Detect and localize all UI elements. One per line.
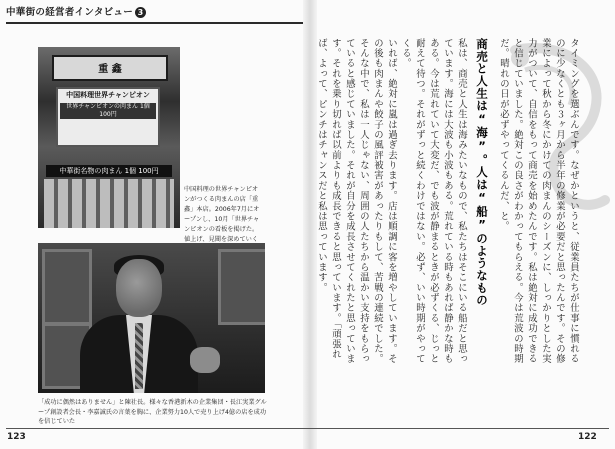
article-body bbox=[316, 38, 580, 373]
body-paragraph: いれば、絶対に嵐は過ぎ去ります。店は順調に客を増やしています。その後も肉まんや餃子の風評被害があったりもして、苦戦の連続でした。そんな中で、私は一人じゃない、周囲の人たちから温かい支持をもらっていると感じていました。それが自分を成長させてくれたと思っています。それを乗り切れば以前よりも成長できると思っています。「頑張れば、よって、ピンチはチャンスだと私は思っています。 bbox=[316, 38, 397, 365]
champion-banner-subtext: 世界チャンピオンの肉まん 1個 100円 bbox=[60, 103, 156, 119]
store-rooftop-sign bbox=[52, 55, 168, 81]
series-title-text: 中華街の経営者インタビュー bbox=[6, 7, 134, 18]
man-face bbox=[116, 259, 162, 317]
shop-sign: 中華街名物の肉まん 1個 100円 bbox=[46, 165, 172, 177]
carved-panel bbox=[218, 249, 265, 325]
header-rule bbox=[6, 22, 303, 24]
series-number-badge: 3 bbox=[135, 7, 146, 18]
series-title bbox=[6, 4, 146, 18]
interview-portrait-photo bbox=[38, 243, 265, 393]
store-rooftop-sign-text: 重 鑫 bbox=[98, 64, 122, 75]
champion-banner-text: 中国料理世界チャンピオン bbox=[66, 91, 150, 99]
page-number-left: 123 bbox=[7, 432, 26, 442]
man-hand bbox=[190, 347, 220, 373]
storefront-shutters bbox=[44, 179, 174, 228]
section-heading: 商売と人生は“海”。人は“船”のようなもの bbox=[475, 38, 489, 307]
body-paragraph: 私は、商売と人生は海みたいなもので、私たちはそこにいる船だと思っています。海には大波も小波もある。荒れている時もあれば静かな時もある。今は荒れていて大変だ、でも波が静まるときが必ずくる、じっと耐えて待つ。それがずっと続くわけではない。必ず、いい時期がやってくる。 bbox=[400, 38, 467, 365]
champion-banner bbox=[56, 87, 160, 147]
footer-rule bbox=[6, 428, 609, 429]
running-header bbox=[0, 0, 303, 24]
storefront-photo-caption: 中国料理の世界チャンピオンがつくる肉まんの店「重鑫」本店。2006年7月にオープンし、10月「世界チャンピオンの看板を掲げた。値上げ、見聞を深めていく bbox=[184, 186, 260, 243]
storefront-photo bbox=[38, 47, 180, 228]
man-tie bbox=[135, 323, 143, 389]
body-paragraph: タイミングを選ぶんです。なぜかというと、従業員たちが仕事に慣れるのに少なくとも３ヶ月から半年の修業が必要だと思ったんです。その修業によって秋から冬にかけての肉まんのシーズンに、しっかりとした実力がついて、自信をもって商売を始めたんです。私は絶対に成功できると信じていました。絶対この良さがわかってもらえる。今は荒波の時期だ。晴れの日が必ずやってくるんだ、と。 bbox=[498, 38, 579, 365]
page-number-right: 122 bbox=[578, 432, 597, 442]
carved-panel bbox=[42, 249, 92, 325]
portrait-photo-caption: 「成功に偶然はありません」と陳社長。様々な香港新木の企業集団・長江実業グループ創設者会長・李嘉誠氏の言葉を胸に、企業努力10人で売り上げ4億の店を成功を信じていた bbox=[38, 399, 267, 425]
